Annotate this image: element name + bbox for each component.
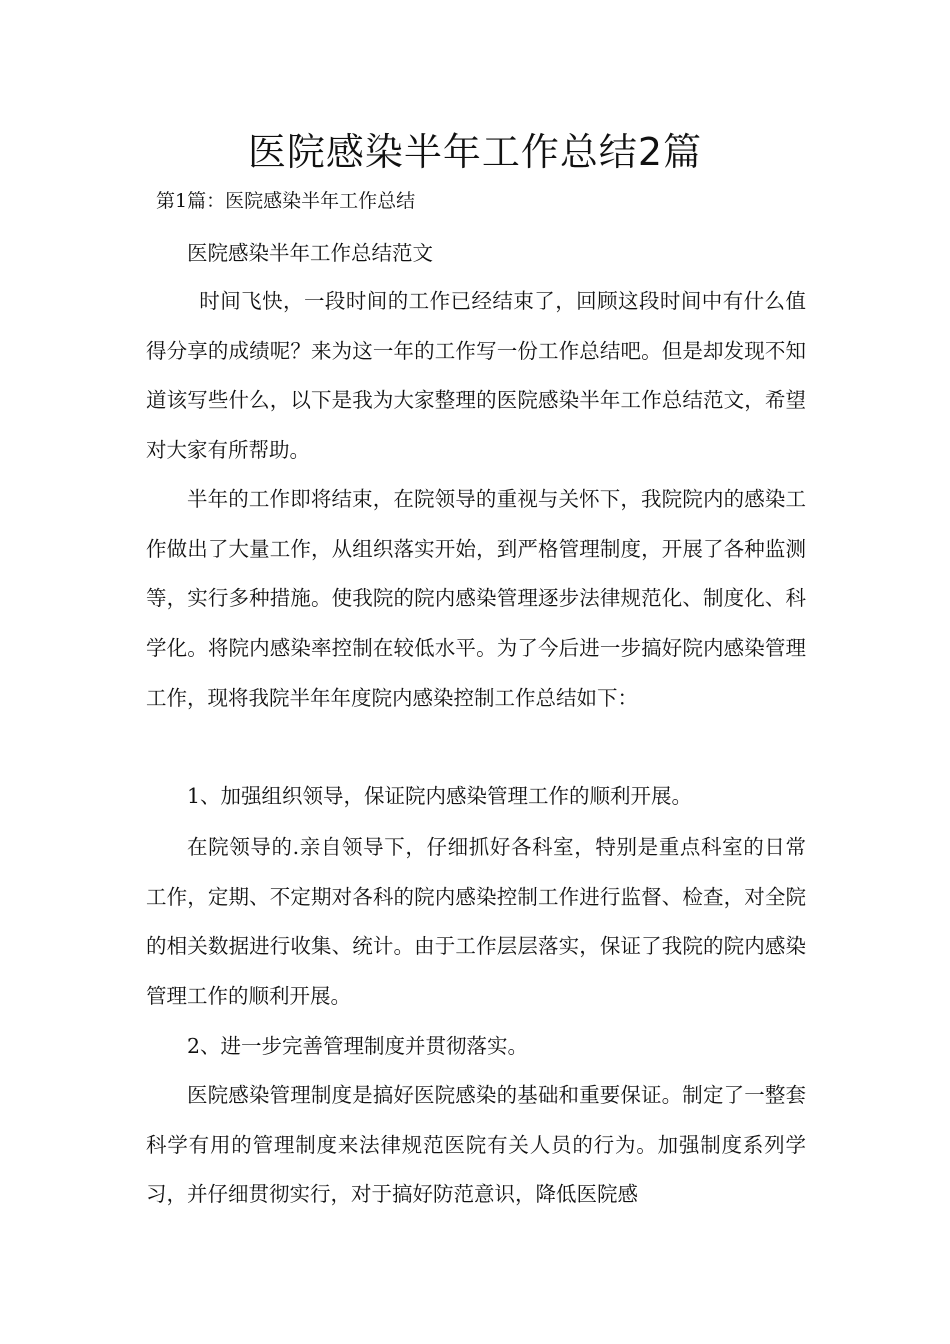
section-heading-1: 1、加强组织领导，保证院内感染管理工作的顺利开展。 <box>187 784 693 808</box>
document-subtitle: 医院感染半年工作总结范文 <box>187 241 433 265</box>
paragraph-section-2: 医院感染管理制度是搞好医院感染的基础和重要保证。制定了一整套科学有用的管理制度来法律规范医院有关人员的行为。加强制度系列学习，并仔细贯彻实行，对于搞好防范意识，降低医院感 <box>146 1083 806 1207</box>
paragraph-intro: 时间飞快，一段时间的工作已经结束了，回顾这段时间中有什么值得分享的成绩呢？来为这一年的工作写一份工作总结吧。但是却发现不知道该写些什么，以下是我为大家整理的医院感染半年工作总结范文，希望对大家有所帮助。 <box>146 289 806 463</box>
document-title: 医院感染半年工作总结2篇 <box>247 130 703 174</box>
paragraph-section-1: 在院领导的.亲自领导下，仔细抓好各科室，特别是重点科室的日常工作，定期、不定期对各科的院内感染控制工作进行监督、检查，对全院的相关数据进行收集、统计。由于工作层层落实，保证了我院的院内感染管理工作的顺利开展。 <box>146 835 806 1009</box>
section-heading-2: 2、进一步完善管理制度并贯彻落实。 <box>187 1034 529 1058</box>
part-heading: 第1篇：医院感染半年工作总结 <box>156 190 416 212</box>
paragraph-overview: 半年的工作即将结束，在院领导的重视与关怀下，我院院内的感染工作做出了大量工作，从组织落实开始，到严格管理制度，开展了各种监测等，实行多种措施。使我院的院内感染管理逐步法律规范化、制度化、科学化。将院内感染率控制在较低水平。为了今后进一步搞好院内感染管理工作，现将我院半年年度院内感染控制工作总结如下： <box>146 487 806 710</box>
